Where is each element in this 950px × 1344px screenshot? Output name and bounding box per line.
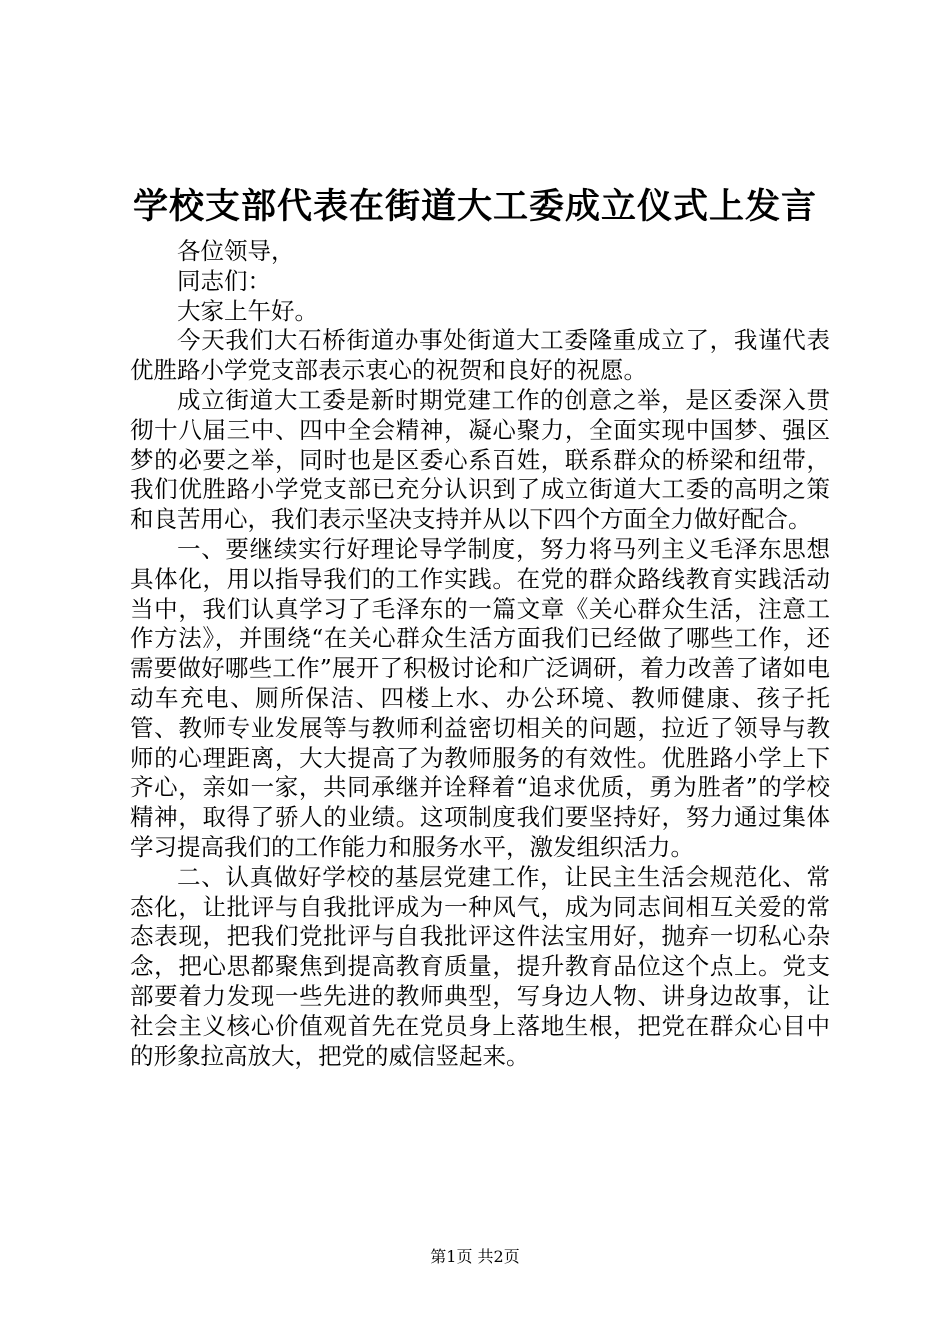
paragraph-congratulations: 今天我们大石桥街道办事处街道大工委隆重成立了，我谨代表优胜路小学党支部表示衷心的祝贺和良好的祝愿。 bbox=[130, 326, 830, 385]
paragraph-point-one: 一、要继续实行好理论导学制度，努力将马列主义毛泽东思想具体化，用以指导我们的工作实践。在党的群众路线教育实践活动当中，我们认真学习了毛泽东的一篇文章《关心群众生活，注意工作方法》，并围绕“在关心群众生活方面我们已经做了哪些工作，还需要做好哪些工作”展开了积极讨论和广泛调研，着力改善了诸如电动车充电、厕所保洁、四楼上水、办公环境、教师健康、孩子托管、教师专业发展等与教师利益密切相关的问题，拉近了领导与教师的心理距离，大大提高了为教师服务的有效性。优胜路小学上下齐心，亲如一家，共同承继并诠释着“追求优质，勇为胜者”的学校精神，取得了骄人的业绩。这项制度我们要坚持好，努力通过集体学习提高我们的工作能力和服务水平，激发组织活力。 bbox=[130, 534, 830, 861]
page-indicator: 第1页 共2页 bbox=[430, 1247, 520, 1266]
salutation-leaders: 各位领导， bbox=[177, 237, 295, 265]
paragraph-point-two: 二、认真做好学校的基层党建工作，让民主生活会规范化、常态化，让批评与自我批评成为一种风气，成为同志间相互关爱的常态表现，把我们党批评与自我批评这件法宝用好，抛弃一切私心杂念，把心思都聚焦到提高教育质量，提升教育品位这个点上。党支部要着力发现一些先进的教师典型，写身边人物、讲身边故事，让社会主义核心价值观首先在党员身上落地生根，把党在群众心目中的形象拉高放大，把党的威信竖起来。 bbox=[130, 862, 830, 1070]
document-body bbox=[130, 237, 830, 1071]
document-title: 学校支部代表在街道大工委成立仪式上发言 bbox=[132, 186, 817, 227]
greeting: 大家上午好。 bbox=[177, 296, 318, 325]
paragraph-support: 成立街道大工委是新时期党建工作的创意之举，是区委深入贯彻十八届三中、四中全会精神，凝心聚力，全面实现中国梦、强区梦的必要之举，同时也是区委心系百姓，联系群众的桥梁和纽带，我们优胜路小学党支部已充分认识到了成立街道大工委的高明之策和良苦用心，我们表示坚决支持并从以下四个方面全力做好配合。 bbox=[130, 385, 830, 534]
salutation-comrades: 同志们： bbox=[177, 266, 271, 295]
